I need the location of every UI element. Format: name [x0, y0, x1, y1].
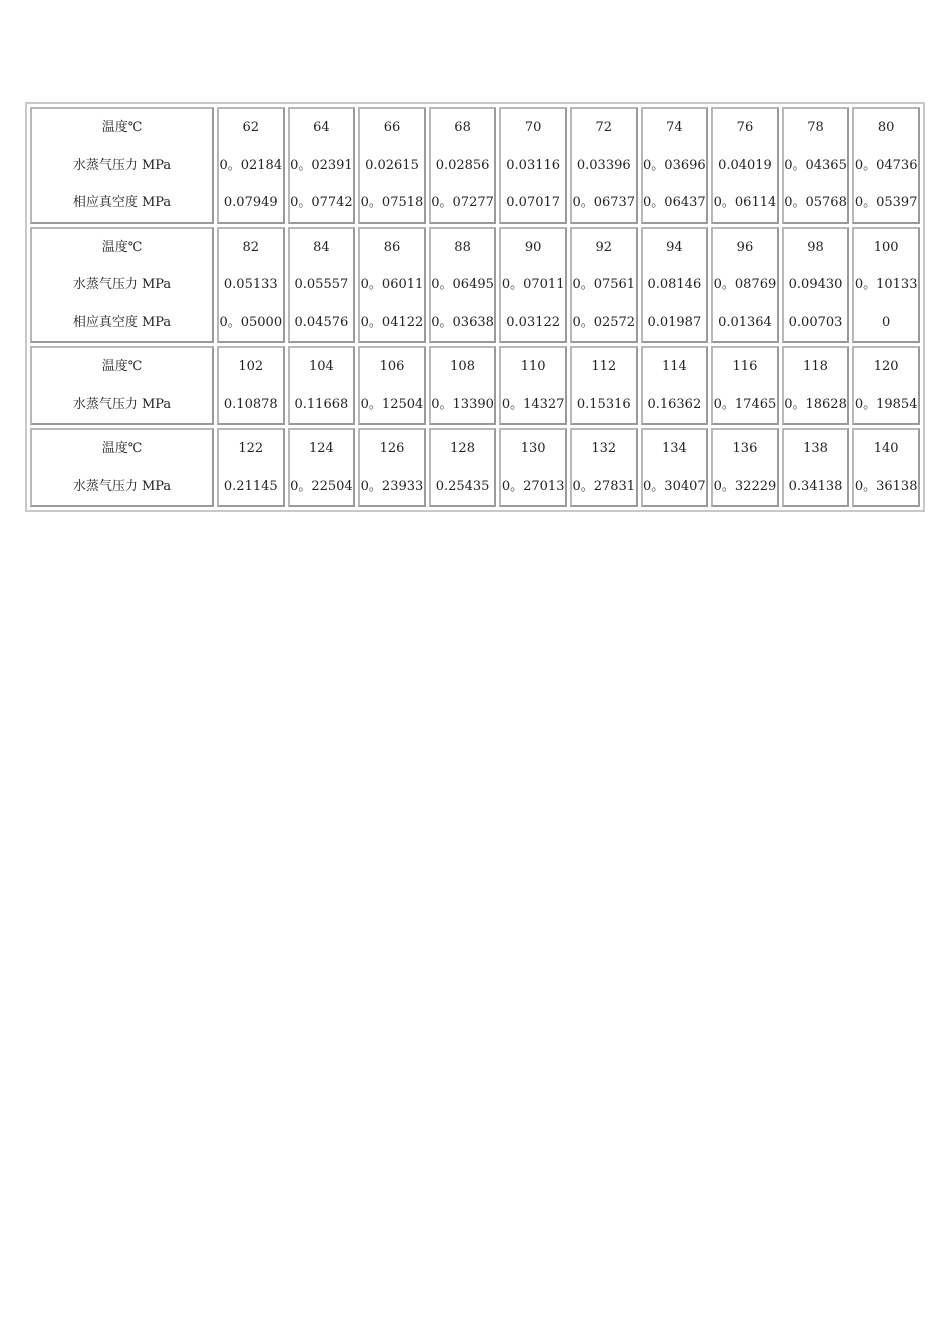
- temperature-value: 102: [238, 359, 264, 374]
- temperature-value: 94: [666, 239, 683, 255]
- pressure-value: 0。13390: [431, 396, 494, 412]
- temperature-value: 84: [313, 239, 330, 255]
- temperature-value: 114: [661, 359, 687, 374]
- pressure-value: 0.15316: [576, 396, 631, 412]
- temperature-value: 112: [591, 359, 617, 374]
- pressure-value: 0.05133: [223, 277, 278, 292]
- value-column-cell: [499, 346, 567, 425]
- pressure-value: 0。18628: [784, 396, 847, 412]
- row-label: 相应真空度 MPa: [72, 195, 172, 210]
- pressure-value: 0。06495: [431, 277, 494, 292]
- table-body: [30, 107, 920, 507]
- pressure-value: 0。17465: [713, 396, 777, 412]
- temperature-value: 138: [803, 441, 828, 456]
- temperature-value: 126: [379, 441, 405, 456]
- temperature-value: 130: [520, 441, 546, 456]
- row-label: 水蒸气压力 MPa: [72, 396, 172, 412]
- vacuum-value: 0.04576: [294, 314, 349, 330]
- temperature-value: 122: [238, 441, 264, 456]
- pressure-value: 0。04365: [784, 157, 847, 173]
- row-label: 水蒸气压力 MPa: [72, 277, 172, 292]
- temperature-value: 136: [732, 441, 758, 456]
- vacuum-value: 0。05397: [854, 195, 918, 210]
- value-column-cell: [217, 227, 285, 344]
- value-column-cell: [711, 227, 779, 344]
- temperature-value: 72: [595, 120, 613, 135]
- vacuum-value: 0.01364: [718, 314, 772, 330]
- value-column-cell: [570, 227, 638, 344]
- vacuum-value: 0。05768: [784, 195, 847, 210]
- pressure-value: 0。27013: [501, 478, 565, 494]
- pressure-value: 0。36138: [854, 478, 918, 494]
- temperature-value: 132: [591, 441, 617, 456]
- value-column-cell: [852, 346, 920, 425]
- vacuum-value: 0。03638: [431, 314, 494, 330]
- value-column-cell: [358, 227, 426, 344]
- vacuum-value: 0。04122: [360, 314, 424, 330]
- value-column-cell: [711, 346, 779, 425]
- value-column-cell: [217, 428, 285, 507]
- vacuum-value: 0.03122: [506, 314, 561, 330]
- pressure-value: 0。03696: [643, 157, 706, 173]
- pressure-value: 0。32229: [713, 478, 777, 494]
- value-column-cell: [217, 107, 285, 224]
- table-block-row: [30, 227, 920, 344]
- pressure-value: 0。30407: [643, 478, 706, 494]
- temperature-value: 62: [242, 120, 260, 135]
- value-column-cell: [852, 428, 920, 507]
- vacuum-value: 0.07949: [223, 195, 278, 210]
- vacuum-value: 0。07277: [431, 195, 494, 210]
- temperature-value: 76: [736, 120, 754, 135]
- value-column-cell: [852, 227, 920, 344]
- value-column-cell: [852, 107, 920, 224]
- row-label: 温度℃: [101, 441, 143, 456]
- pressure-value: 0。08769: [713, 277, 777, 292]
- value-column-cell: [641, 107, 709, 224]
- row-label: 温度℃: [101, 239, 143, 255]
- table-block-row: [30, 107, 920, 224]
- value-column-cell: [641, 346, 709, 425]
- value-column-cell: [711, 428, 779, 507]
- temperature-value: 68: [454, 120, 471, 135]
- row-labels-cell: [30, 107, 214, 224]
- vacuum-value: 0。07742: [290, 195, 353, 210]
- temperature-value: 96: [736, 239, 754, 255]
- pressure-value: 0.02856: [435, 157, 490, 173]
- value-column-cell: [429, 428, 497, 507]
- pressure-value: 0。10133: [854, 277, 918, 292]
- vacuum-value: 0。05000: [219, 314, 283, 330]
- value-column-cell: [429, 346, 497, 425]
- temperature-value: 104: [308, 359, 334, 374]
- value-column-cell: [782, 346, 850, 425]
- value-column-cell: [570, 107, 638, 224]
- vacuum-value: 0: [882, 314, 891, 330]
- value-column-cell: [570, 428, 638, 507]
- value-column-cell: [358, 107, 426, 224]
- row-labels-cell: [30, 346, 214, 425]
- value-column-cell: [499, 227, 567, 344]
- row-label: 温度℃: [101, 359, 143, 374]
- row-label: 水蒸气压力 MPa: [72, 157, 172, 173]
- pressure-value: 0.25435: [435, 478, 490, 494]
- temperature-value: 86: [383, 239, 401, 255]
- value-column-cell: [217, 346, 285, 425]
- value-column-cell: [429, 107, 497, 224]
- value-column-cell: [782, 428, 850, 507]
- value-column-cell: [499, 107, 567, 224]
- vacuum-value: 0.07017: [506, 195, 561, 210]
- vacuum-value: 0。06114: [713, 195, 777, 210]
- value-column-cell: [358, 346, 426, 425]
- row-label: 水蒸气压力 MPa: [72, 478, 172, 494]
- pressure-value: 0。27831: [572, 478, 636, 494]
- steam-pressure-table: [25, 102, 925, 512]
- row-labels-cell: [30, 227, 214, 344]
- pressure-value: 0.03116: [506, 157, 561, 173]
- temperature-value: 134: [661, 441, 687, 456]
- pressure-value: 0。19854: [854, 396, 918, 412]
- temperature-value: 90: [524, 239, 542, 255]
- temperature-value: 116: [732, 359, 758, 374]
- temperature-value: 82: [242, 239, 260, 255]
- pressure-value: 0。06011: [360, 277, 424, 292]
- document-page: [25, 102, 925, 512]
- value-column-cell: [288, 107, 356, 224]
- value-column-cell: [782, 227, 850, 344]
- value-column-cell: [358, 428, 426, 507]
- value-column-cell: [641, 227, 709, 344]
- pressure-value: 0.16362: [647, 396, 702, 412]
- pressure-value: 0.03396: [576, 157, 631, 173]
- pressure-value: 0。22504: [290, 478, 353, 494]
- value-column-cell: [499, 428, 567, 507]
- pressure-value: 0.21145: [223, 478, 278, 494]
- temperature-value: 66: [383, 120, 401, 135]
- pressure-value: 0。07011: [501, 277, 565, 292]
- pressure-value: 0.09430: [788, 277, 843, 292]
- pressure-value: 0。23933: [360, 478, 424, 494]
- pressure-value: 0.08146: [647, 277, 702, 292]
- value-column-cell: [641, 428, 709, 507]
- pressure-value: 0。02391: [290, 157, 353, 173]
- row-label: 相应真空度 MPa: [72, 314, 172, 330]
- temperature-value: 78: [807, 120, 824, 135]
- value-column-cell: [429, 227, 497, 344]
- pressure-value: 0。14327: [501, 396, 565, 412]
- row-label: 温度℃: [101, 120, 143, 135]
- pressure-value: 0。12504: [360, 396, 424, 412]
- pressure-value: 0。07561: [572, 277, 636, 292]
- value-column-cell: [782, 107, 850, 224]
- temperature-value: 106: [379, 359, 405, 374]
- temperature-value: 92: [595, 239, 613, 255]
- vacuum-value: 0。06737: [572, 195, 636, 210]
- vacuum-value: 0.01987: [647, 314, 702, 330]
- pressure-value: 0。04736: [854, 157, 918, 173]
- temperature-value: 118: [803, 359, 828, 374]
- temperature-value: 120: [873, 359, 899, 374]
- vacuum-value: 0.00703: [788, 314, 843, 330]
- value-column-cell: [288, 227, 356, 344]
- temperature-value: 124: [308, 441, 334, 456]
- pressure-value: 0.10878: [223, 396, 278, 412]
- pressure-value: 0.05557: [294, 277, 349, 292]
- temperature-value: 128: [450, 441, 475, 456]
- temperature-value: 140: [873, 441, 899, 456]
- temperature-value: 80: [877, 120, 895, 135]
- row-labels-cell: [30, 428, 214, 507]
- value-column-cell: [711, 107, 779, 224]
- value-column-cell: [288, 428, 356, 507]
- temperature-value: 70: [524, 120, 542, 135]
- temperature-value: 88: [454, 239, 471, 255]
- pressure-value: 0.02615: [365, 157, 419, 173]
- value-column-cell: [288, 346, 356, 425]
- value-column-cell: [570, 346, 638, 425]
- temperature-value: 108: [450, 359, 475, 374]
- temperature-value: 110: [520, 359, 546, 374]
- pressure-value: 0.11668: [294, 396, 349, 412]
- pressure-value: 0。02184: [219, 157, 283, 173]
- pressure-value: 0.04019: [718, 157, 772, 173]
- temperature-value: 74: [666, 120, 683, 135]
- table-block-row: [30, 346, 920, 425]
- vacuum-value: 0。02572: [572, 314, 636, 330]
- vacuum-value: 0。06437: [643, 195, 706, 210]
- temperature-value: 98: [807, 239, 824, 255]
- temperature-value: 64: [313, 120, 330, 135]
- vacuum-value: 0。07518: [360, 195, 424, 210]
- pressure-value: 0.34138: [788, 478, 843, 494]
- table-block-row: [30, 428, 920, 507]
- temperature-value: 100: [873, 239, 899, 255]
